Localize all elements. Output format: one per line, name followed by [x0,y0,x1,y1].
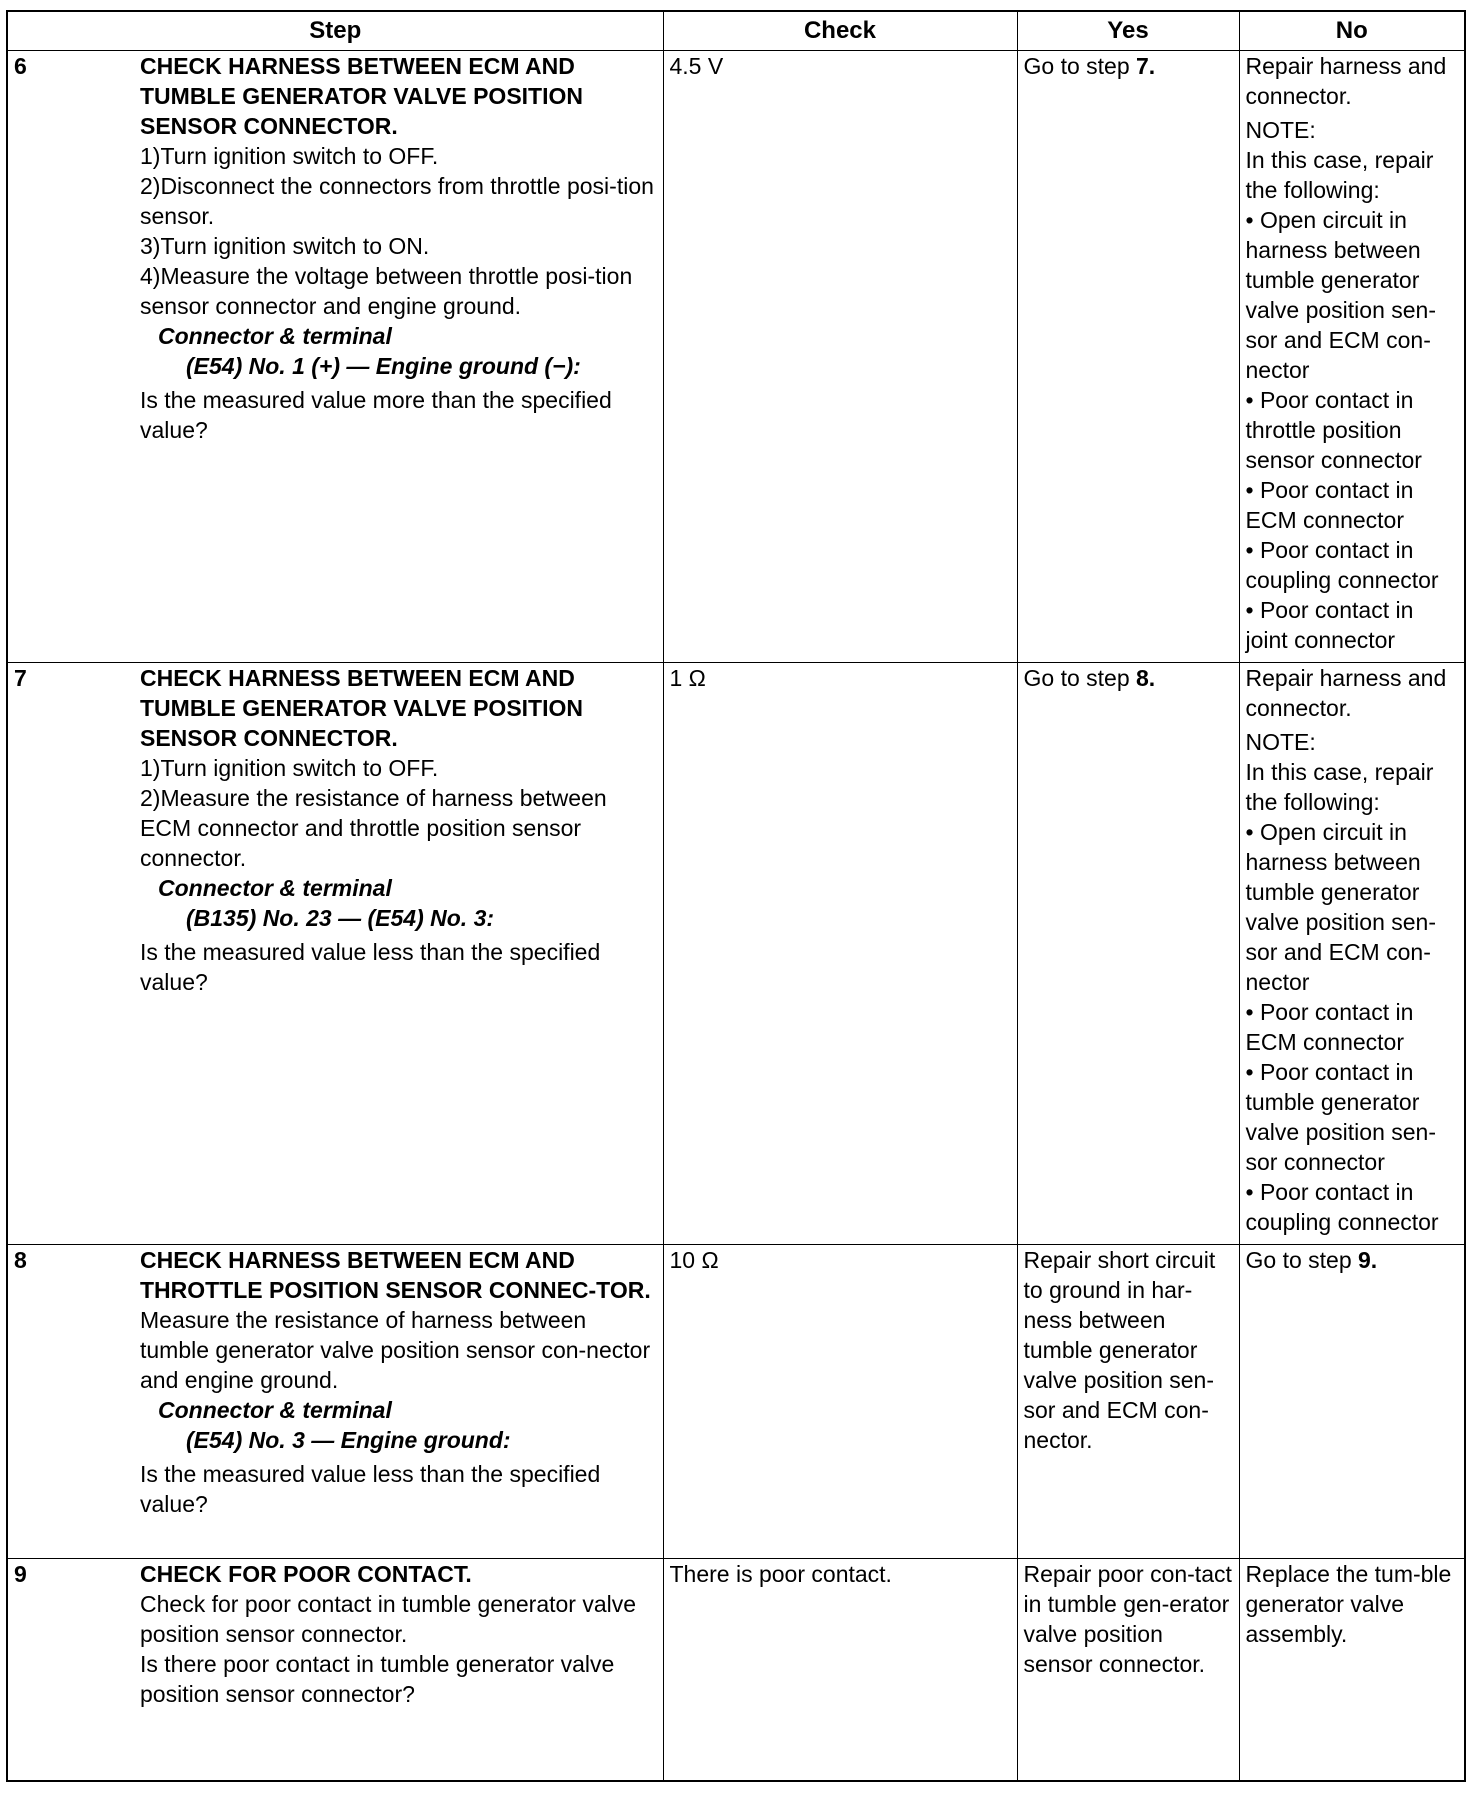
yes-step-ref: 8. [1136,665,1156,691]
no-bullet: • Poor contact in coupling connector [1246,535,1459,595]
no-action: Repair harness and connector. [1245,53,1447,109]
note-text: In this case, repair the following: [1245,759,1434,815]
step-question: Is there poor contact in tumble generator valve position sensor connector? [140,1651,615,1707]
yes-cell [1017,663,1239,1245]
no-step-ref: 9. [1358,1247,1378,1273]
no-cell [1239,51,1465,663]
table-row [7,663,1465,1245]
no-bullet: • Open circuit in harness between tumble generator valve position sen-sor and ECM con-nector [1246,817,1459,997]
no-cell [1239,663,1465,1245]
header-row [7,11,1465,51]
step-cell [7,1559,663,1781]
connector-terminal-label: Connector & terminal [158,323,392,349]
step-cell [7,1245,663,1559]
step-cell [7,51,663,663]
step-number: 6 [14,53,27,79]
step-number: 7 [14,665,27,691]
yes-prefix: Go to step [1023,53,1137,79]
no-prefix: Go to step [1245,1247,1359,1273]
step-question: Is the measured value less than the specified value? [140,1461,601,1517]
header-step: Step [7,11,663,51]
diagnostic-table [6,10,1466,1782]
step-instruction: 2)Disconnect the connectors from throttle posi-tion sensor. [140,173,654,229]
step-instruction: Measure the resistance of harness between tumble generator valve position sensor con-nector and engine ground. [140,1307,651,1393]
no-bullet: • Open circuit in harness between tumble generator valve position sen-sor and ECM con-nector [1246,205,1459,385]
note-label: NOTE: [1245,117,1316,143]
connector-terminal-label: Connector & terminal [158,1397,392,1423]
yes-cell: Repair poor con-tact in tumble gen-erator valve position sensor connector. [1017,1559,1239,1781]
step-instruction: 4)Measure the voltage between throttle posi-tion sensor connector and engine ground. [140,263,633,319]
check-cell: 1 Ω [663,663,1017,1245]
check-cell: There is poor contact. [663,1559,1017,1781]
check-cell: 4.5 V [663,51,1017,663]
step-instruction: 2)Measure the resistance of harness between ECM connector and throttle position sensor connector. [140,785,607,871]
step-cell [7,663,663,1245]
step-instruction: 1)Turn ignition switch to OFF. [140,755,439,781]
step-number: 8 [14,1247,27,1273]
yes-cell: Repair short circuit to ground in har-ness between tumble generator valve position sen-sor and ECM con-nector. [1017,1245,1239,1559]
header-check: Check [663,11,1017,51]
no-bullet: • Poor contact in tumble generator valve position sen-sor connector [1246,1057,1459,1177]
no-bullet: • Poor contact in ECM connector [1246,997,1459,1057]
step-heading: CHECK HARNESS BETWEEN ECM AND THROTTLE POSITION SENSOR CONNEC-TOR. [140,1247,651,1303]
no-action: Repair harness and connector. [1245,665,1447,721]
yes-step-ref: 7. [1136,53,1156,79]
step-instruction: 3)Turn ignition switch to ON. [140,233,430,259]
no-bullet: • Poor contact in throttle position sensor connector [1246,385,1459,475]
step-number: 9 [14,1561,27,1587]
step-heading: CHECK FOR POOR CONTACT. [140,1561,472,1587]
step-heading: CHECK HARNESS BETWEEN ECM AND TUMBLE GENERATOR VALVE POSITION SENSOR CONNECTOR. [140,53,583,139]
check-cell: 10 Ω [663,1245,1017,1559]
header-no: No [1239,11,1465,51]
no-cell [1239,1245,1465,1559]
connector-terminal-value: (E54) No. 3 — Engine ground: [186,1427,511,1453]
connector-terminal-value: (E54) No. 1 (+) — Engine ground (−): [186,353,581,379]
yes-prefix: Go to step [1023,665,1137,691]
step-instruction: 1)Turn ignition switch to OFF. [140,143,439,169]
note-label: NOTE: [1245,729,1316,755]
table-row [7,1559,1465,1781]
note-text: In this case, repair the following: [1245,147,1434,203]
step-heading: CHECK HARNESS BETWEEN ECM AND TUMBLE GENERATOR VALVE POSITION SENSOR CONNECTOR. [140,665,583,751]
table-row [7,1245,1465,1559]
no-bullet: • Poor contact in joint connector [1246,595,1459,655]
table-row [7,51,1465,663]
yes-cell [1017,51,1239,663]
no-bullet: • Poor contact in coupling connector [1246,1177,1459,1237]
connector-terminal-value: (B135) No. 23 — (E54) No. 3: [186,905,495,931]
step-instruction: Check for poor contact in tumble generator valve position sensor connector. [140,1591,637,1647]
step-question: Is the measured value more than the specified value? [140,387,612,443]
no-bullet: • Poor contact in ECM connector [1246,475,1459,535]
connector-terminal-label: Connector & terminal [158,875,392,901]
step-question: Is the measured value less than the specified value? [140,939,601,995]
no-cell: Replace the tum-ble generator valve assembly. [1239,1559,1465,1781]
header-yes: Yes [1017,11,1239,51]
